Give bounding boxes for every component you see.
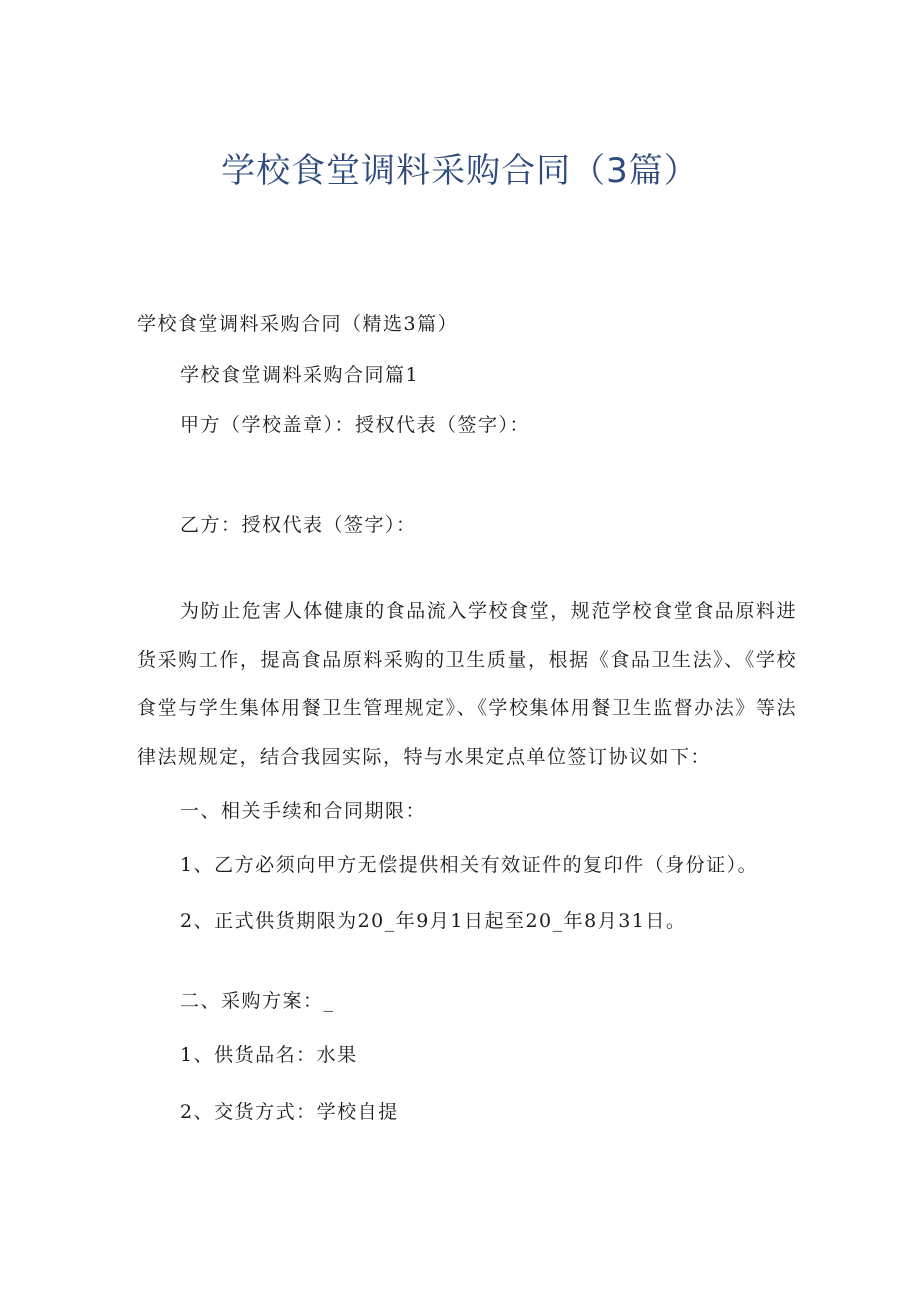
intro-paragraph: 为防止危害人体健康的食品流入学校食堂，规范学校食堂食品原料进货采购工作，提高食品原料采购的卫生质量，根据《食品卫生法》、《学校食堂与学生集体用餐卫生管理规定》、《学校集体用餐卫生监督办法》等法律法规规定，结合我园实际，特与水果定点单位签订协议如下： bbox=[137, 600, 797, 768]
clause-2-item-2: 2、交货方式：学校自提 bbox=[180, 1101, 399, 1123]
document-subtitle: 学校食堂调料采购合同（精选3篇） bbox=[137, 313, 459, 335]
clause-1-item-1: 1、乙方必须向甲方无偿提供相关有效证件的复印件（身份证）。 bbox=[180, 854, 759, 876]
clause-2-item-1: 1、供货品名：水果 bbox=[180, 1044, 358, 1066]
clause-2-heading: 二、采购方案：_ bbox=[180, 990, 335, 1012]
clause-1-heading: 一、相关手续和合同期限： bbox=[180, 800, 427, 822]
party-b-line: 乙方：授权代表（签字）： bbox=[180, 514, 417, 536]
clause-1-item-2: 2、正式供货期限为20_年9月1日起至20_年8月31日。 bbox=[180, 910, 687, 932]
section-heading: 学校食堂调料采购合同篇1 bbox=[180, 364, 420, 386]
party-a-line: 甲方（学校盖章）：授权代表（签字）： bbox=[180, 414, 531, 436]
document-title: 学校食堂调料采购合同（3篇） bbox=[221, 151, 699, 191]
